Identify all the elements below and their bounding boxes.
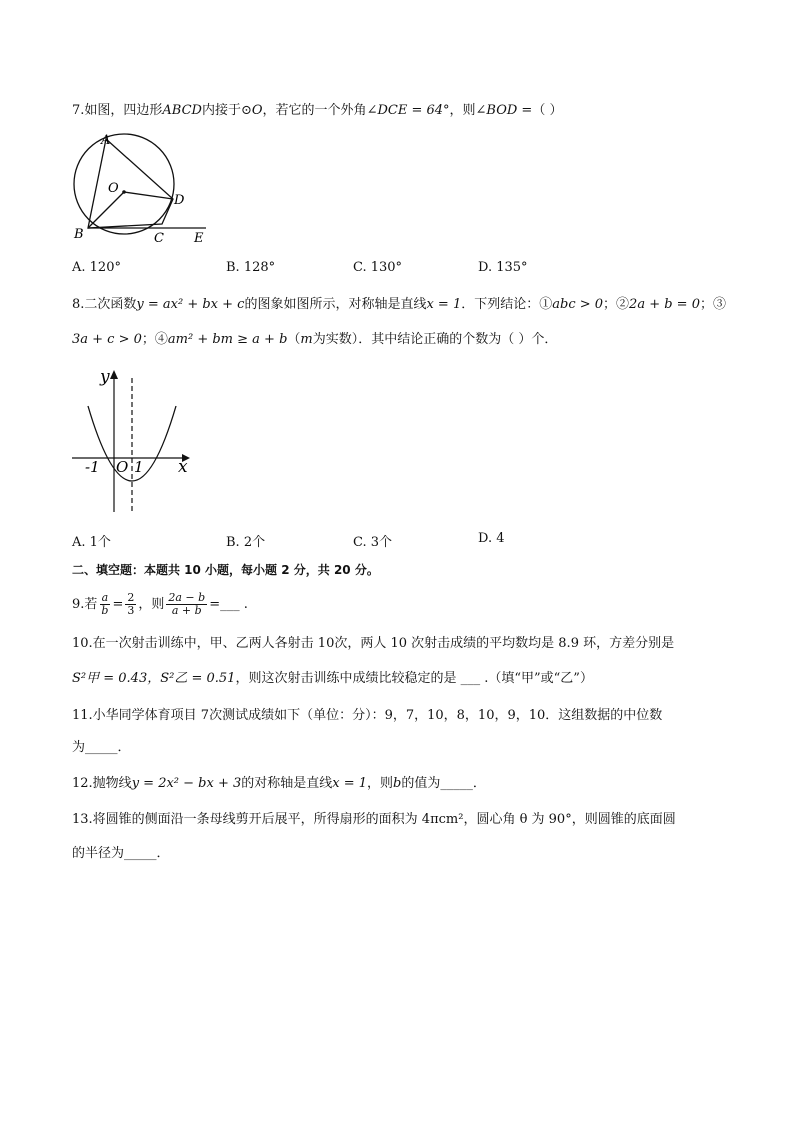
q8-variable-m: m: [300, 332, 313, 347]
q7-option-c[interactable]: C. 130°: [353, 260, 403, 275]
q7-label-o: O: [108, 181, 119, 196]
q8-claim-4: am² + bm ≥ a + b: [167, 332, 288, 347]
q12-variable-b: b: [393, 776, 402, 791]
q8-parabola-figure: [70, 366, 200, 516]
q12-stem: [72, 775, 486, 793]
q12-text: ，则: [367, 776, 394, 791]
q8-label-o: O: [116, 458, 129, 476]
q11-answer-blank[interactable]: 为_____．: [72, 740, 131, 755]
q9-stem: [72, 590, 248, 620]
section-2-header: 二、填空题：本题共 10 小题，每小题 2 分，共 20 分。: [72, 563, 379, 577]
q9-text: 9.若: [72, 597, 98, 612]
q7-stem: [72, 102, 562, 120]
q9-fraction-23: $\frac{2}{3}$: [127, 591, 135, 617]
q7-stem-text: 内接于⊙: [201, 103, 252, 118]
q8-axis: x = 1: [426, 297, 462, 312]
q8-label-y: y: [100, 367, 110, 387]
q7-ask-expr: ∠BOD =: [475, 103, 533, 118]
q8-text: ；③: [699, 297, 726, 312]
q13-answer-blank[interactable]: 的半径为_____．: [72, 846, 170, 861]
q9-fraction-ab: $\frac{a}{b}$: [101, 591, 109, 617]
q8-stem-line1: [72, 296, 726, 314]
q8-text: 的图象如图所示，对称轴是直线: [244, 297, 427, 312]
q12-text: 的对称轴是直线: [241, 776, 333, 791]
q8-text: ．下列结论：①: [461, 297, 553, 312]
q12-axis: x = 1: [332, 776, 368, 791]
q8-text: （: [287, 332, 301, 347]
q11-line1: 11.小华同学体育项目 7次测试成绩如下（单位：分）：9，7，10，8，10，9，10．这组数据的中位数: [72, 708, 663, 723]
q10-variance-jia: S²甲 = 0.43: [72, 671, 148, 686]
q8-claim-1: abc > 0: [552, 297, 604, 312]
q8-stem-line2: [72, 331, 557, 349]
q12-text: 12.抛物线: [72, 776, 132, 791]
q7-stem-text: ，若它的一个外角: [262, 103, 367, 118]
q8-label-one: 1: [134, 458, 144, 476]
q8-function: y = ax² + bx + c: [136, 297, 245, 312]
q8-label-neg1: -1: [85, 458, 100, 476]
q7-label-c: C: [154, 231, 164, 246]
q7-label-b: B: [74, 227, 84, 242]
q7-angle-expr: ∠DCE = 64°: [366, 103, 450, 118]
q8-text: 8.二次函数: [72, 297, 137, 312]
q7-answer-paren: （ ）: [532, 103, 563, 118]
q10-variance-yi: ，S²乙 = 0.51: [147, 671, 236, 686]
q7-stem-text: 7.如图，四边形: [72, 103, 163, 118]
q7-label-d: D: [174, 193, 185, 208]
q9-fraction-target: $\frac{2a - b}{a + b}$: [168, 591, 206, 617]
q8-option-a[interactable]: A. 1个: [72, 535, 111, 550]
q7-stem-text: ，则: [449, 103, 476, 118]
q7-label-e: E: [194, 231, 204, 246]
q9-text: ，则: [138, 597, 165, 612]
q7-quad-label: ABCD: [162, 103, 202, 118]
q7-label-a: A: [101, 133, 111, 148]
q13-line1: 13.将圆锥的侧面沿一条母线剪开后展平，所得扇形的面积为 4πcm²，圆心角 θ 为 90°，则圆锥的底面圆: [72, 812, 676, 827]
q7-option-d[interactable]: D. 135°: [478, 260, 528, 275]
q8-option-d[interactable]: D. 4: [478, 531, 505, 546]
q9-answer-blank[interactable]: =___ .: [209, 597, 248, 612]
q7-option-b[interactable]: B. 128°: [226, 260, 276, 275]
q7-circle-label: O: [251, 103, 263, 118]
q8-text: 为实数）．其中结论正确的个数为（ ）个．: [312, 332, 558, 347]
q8-text: ；②: [603, 297, 630, 312]
q7-option-a[interactable]: A. 120°: [72, 260, 121, 275]
q8-claim-3: 3a + c > 0: [72, 332, 142, 347]
q8-claim-2: 2a + b = 0: [629, 297, 700, 312]
q8-option-b[interactable]: B. 2个: [226, 535, 266, 550]
q8-option-c[interactable]: C. 3个: [353, 535, 393, 550]
q10-line2: [72, 670, 593, 688]
q12-parabola-expr: y = 2x² − bx + 3: [131, 776, 242, 791]
q9-equals: =: [112, 597, 124, 612]
q12-answer-blank[interactable]: 的值为_____．: [401, 776, 486, 791]
q7-circle-figure: [66, 132, 216, 248]
q8-text: ；④: [141, 332, 168, 347]
q10-line1: 10.在一次射击训练中，甲、乙两人各射击 10次，两人 10 次射击成绩的平均数均是 8.9 环，方差分别是: [72, 636, 675, 651]
q8-label-x: x: [178, 457, 188, 477]
q10-answer-blank[interactable]: ，则这次射击训练中成绩比较稳定的是 ___ .（填“甲”或“乙”）: [235, 671, 593, 686]
